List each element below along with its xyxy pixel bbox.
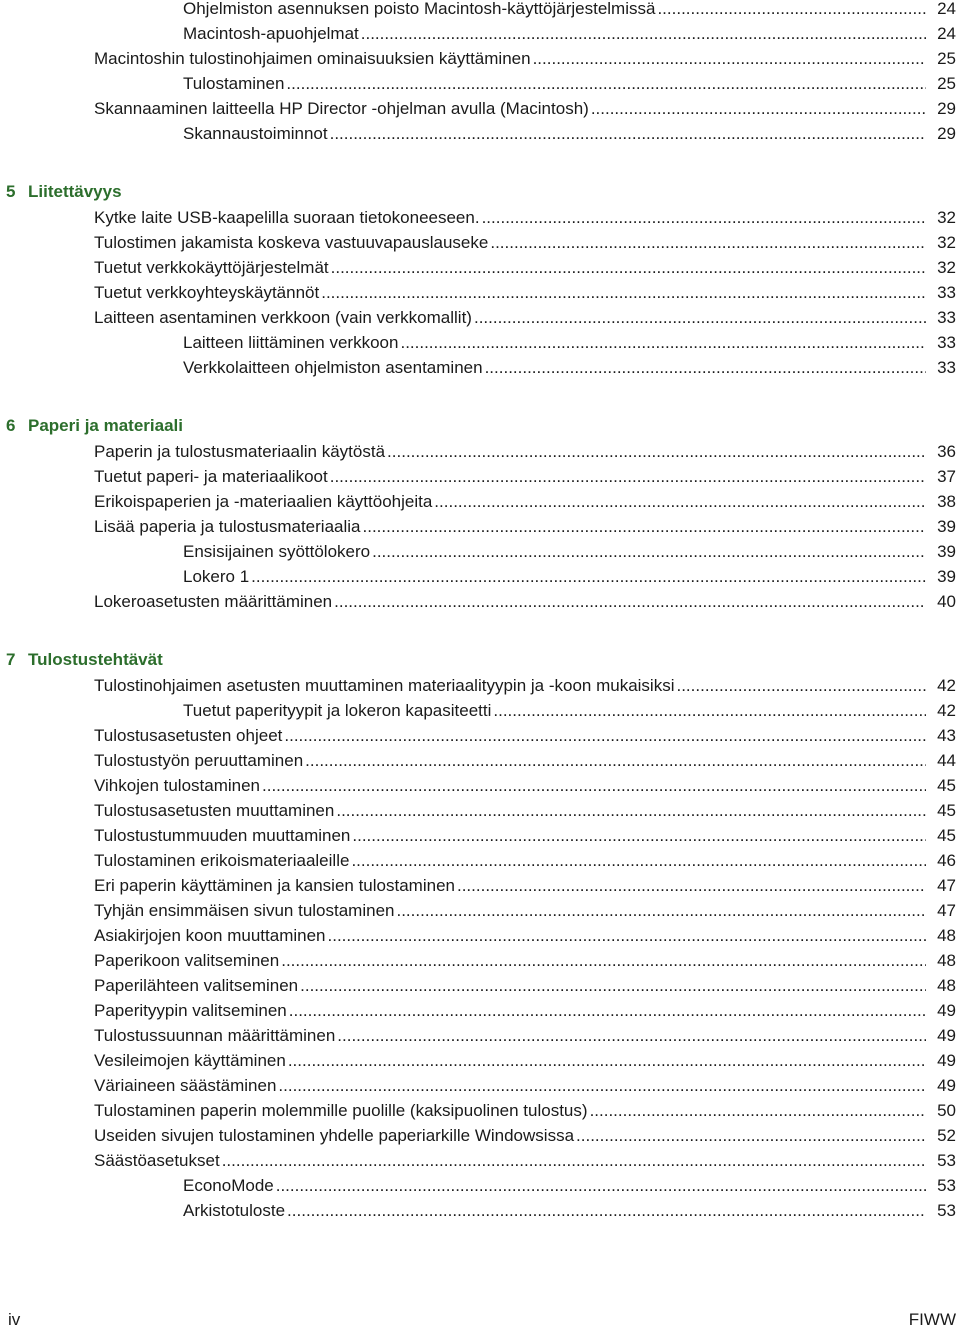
toc-entry[interactable] bbox=[94, 96, 960, 121]
dot-leader bbox=[457, 873, 926, 898]
toc-entry-page: 42 bbox=[937, 701, 956, 720]
toc-entry[interactable] bbox=[94, 1073, 960, 1098]
dot-leader bbox=[336, 798, 926, 823]
dot-leader bbox=[281, 948, 926, 973]
toc-entry-title: Verkkolaitteen ohjelmiston asentaminen bbox=[183, 358, 483, 377]
toc-entry[interactable] bbox=[183, 1173, 960, 1198]
toc-entry-page: 53 bbox=[937, 1201, 956, 1220]
toc-entry[interactable] bbox=[183, 698, 960, 723]
toc-entry-page: 39 bbox=[937, 542, 956, 561]
toc-entry-title: Skannaaminen laitteella HP Director -ohjelman avulla (Macintosh) bbox=[94, 99, 589, 118]
toc-entry-title: Macintoshin tulostinohjaimen ominaisuuksien käyttäminen bbox=[94, 49, 531, 68]
toc-entry[interactable] bbox=[94, 748, 960, 773]
toc-entry-page: 25 bbox=[937, 49, 956, 68]
toc-entry-title: Säästöasetukset bbox=[94, 1151, 220, 1170]
toc-entry-title: Kytke laite USB-kaapelilla suoraan tietokoneeseen. bbox=[94, 208, 480, 227]
toc-entry-title: Asiakirjojen koon muuttaminen bbox=[94, 926, 326, 945]
toc-entry[interactable] bbox=[183, 539, 960, 564]
dot-leader bbox=[262, 773, 926, 798]
dot-leader bbox=[400, 330, 926, 355]
document-code: FIWW bbox=[908, 1310, 956, 1329]
toc-entry-page: 33 bbox=[937, 308, 956, 327]
toc-entry-page: 42 bbox=[937, 676, 956, 695]
toc-entry-title: Lisää paperia ja tulostusmateriaalia bbox=[94, 517, 361, 536]
toc-entry-title: Tuetut verkkoyhteyskäytännöt bbox=[94, 283, 320, 302]
toc-entry-page: 49 bbox=[937, 1026, 956, 1045]
toc-entry[interactable] bbox=[94, 1148, 960, 1173]
toc-entry-page: 37 bbox=[937, 467, 956, 486]
toc-entry-page: 39 bbox=[937, 517, 956, 536]
toc-entry-title: Tuetut paperi- ja materiaalikoot bbox=[94, 467, 328, 486]
dot-leader bbox=[576, 1123, 926, 1148]
toc-entry-page: 24 bbox=[937, 24, 956, 43]
dot-leader bbox=[276, 1173, 926, 1198]
dot-leader bbox=[493, 698, 926, 723]
dot-leader bbox=[474, 305, 926, 330]
dot-leader bbox=[387, 439, 926, 464]
toc-entry-title: Paperityypin valitseminen bbox=[94, 1001, 287, 1020]
toc-entry[interactable] bbox=[183, 564, 960, 589]
toc-entry[interactable] bbox=[94, 1123, 960, 1148]
dot-leader bbox=[288, 1048, 926, 1073]
toc-entry-page: 32 bbox=[937, 233, 956, 252]
dot-leader bbox=[321, 280, 926, 305]
toc-entry[interactable] bbox=[94, 673, 960, 698]
toc-entry-page: 47 bbox=[937, 901, 956, 920]
dot-leader bbox=[289, 998, 926, 1023]
page-number: iv bbox=[8, 1310, 21, 1329]
toc-entry-title: Tyhjän ensimmäisen sivun tulostaminen bbox=[94, 901, 395, 920]
toc-entry-page: 33 bbox=[937, 358, 956, 377]
toc-entry-page: 46 bbox=[937, 851, 956, 870]
toc-entry-page: 45 bbox=[937, 776, 956, 795]
dot-leader bbox=[287, 1198, 926, 1223]
toc-entry[interactable] bbox=[94, 489, 960, 514]
dot-leader bbox=[372, 539, 926, 564]
dot-leader bbox=[337, 1023, 926, 1048]
toc-entry-title: Erikoispaperien ja -materiaalien käyttöohjeita bbox=[94, 492, 433, 511]
toc-entry[interactable] bbox=[94, 255, 960, 280]
toc-entry-page: 43 bbox=[937, 726, 956, 745]
toc-entry-page: 45 bbox=[937, 801, 956, 820]
toc-entry-title: Tuetut paperityypit ja lokeron kapasiteetti bbox=[183, 701, 492, 720]
dot-leader bbox=[300, 973, 926, 998]
chapter-number: 6 bbox=[6, 416, 16, 435]
toc-entry[interactable] bbox=[94, 923, 960, 948]
toc-entry[interactable] bbox=[94, 848, 960, 873]
chapter-heading[interactable] bbox=[6, 178, 122, 206]
toc-entry-page: 40 bbox=[937, 592, 956, 611]
toc-entry-title: Skannaustoiminnot bbox=[183, 124, 328, 143]
toc-entry-title: Tulostaminen paperin molemmille puolille (kaksipuolinen tulostus) bbox=[94, 1101, 588, 1120]
toc-entry[interactable] bbox=[94, 46, 960, 71]
toc-entry[interactable] bbox=[183, 0, 960, 21]
toc-entry-title: Tulostusasetusten muuttaminen bbox=[94, 801, 335, 820]
dot-leader bbox=[286, 71, 926, 96]
dot-leader bbox=[482, 205, 926, 230]
toc-entry-title: Lokero 1 bbox=[183, 567, 250, 586]
dot-leader bbox=[330, 464, 926, 489]
toc-entry[interactable] bbox=[94, 589, 960, 614]
toc-entry[interactable] bbox=[94, 1023, 960, 1048]
dot-leader bbox=[363, 514, 927, 539]
toc-entry-page: 48 bbox=[937, 926, 956, 945]
toc-entry-title: Ohjelmiston asennuksen poisto Macintosh-käyttöjärjestelmissä bbox=[183, 0, 656, 18]
dot-leader bbox=[331, 255, 926, 280]
toc-entry-page: 32 bbox=[937, 258, 956, 277]
toc-entry-page: 44 bbox=[937, 751, 956, 770]
toc-entry[interactable] bbox=[94, 280, 960, 305]
chapter-heading[interactable] bbox=[6, 412, 183, 440]
toc-entry[interactable] bbox=[183, 1198, 960, 1223]
toc-entry-title: Paperin ja tulostusmateriaalin käytöstä bbox=[94, 442, 386, 461]
dot-leader bbox=[278, 1073, 926, 1098]
toc-entry[interactable] bbox=[94, 823, 960, 848]
toc-entry[interactable] bbox=[94, 948, 960, 973]
toc-entry-page: 29 bbox=[937, 124, 956, 143]
dot-leader bbox=[396, 898, 926, 923]
toc-entry[interactable] bbox=[94, 723, 960, 748]
toc-entry-page: 49 bbox=[937, 1076, 956, 1095]
toc-entry-page: 39 bbox=[937, 567, 956, 586]
toc-entry-title: Ensisijainen syöttölokero bbox=[183, 542, 371, 561]
dot-leader bbox=[533, 46, 926, 71]
toc-entry[interactable] bbox=[183, 71, 960, 96]
toc-entry-page: 49 bbox=[937, 1001, 956, 1020]
toc-entry-page: 33 bbox=[937, 333, 956, 352]
toc-entry[interactable] bbox=[94, 973, 960, 998]
toc-entry[interactable] bbox=[94, 1048, 960, 1073]
toc-entry-title: Tulostustyön peruuttaminen bbox=[94, 751, 304, 770]
dot-leader bbox=[676, 673, 926, 698]
toc-entry-page: 32 bbox=[937, 208, 956, 227]
toc-entry[interactable] bbox=[94, 998, 960, 1023]
dot-leader bbox=[591, 96, 926, 121]
toc-entry[interactable] bbox=[94, 798, 960, 823]
toc-entry-page: 48 bbox=[937, 976, 956, 995]
toc-entry[interactable] bbox=[94, 1098, 960, 1123]
toc-entry-title: Laitteen liittäminen verkkoon bbox=[183, 333, 399, 352]
toc-entry-title: Tulostaminen bbox=[183, 74, 285, 93]
toc-entry-title: Tulostusasetusten ohjeet bbox=[94, 726, 283, 745]
toc-entry-title: Tuetut verkkokäyttöjärjestelmät bbox=[94, 258, 329, 277]
toc-entry-page: 47 bbox=[937, 876, 956, 895]
chapter-title: Paperi ja materiaali bbox=[28, 416, 183, 435]
toc-entry-title: Macintosh-apuohjelmat bbox=[183, 24, 359, 43]
chapter-heading[interactable] bbox=[6, 646, 163, 674]
toc-entry-page: 53 bbox=[937, 1176, 956, 1195]
toc-entry-title: Tulostinohjaimen asetusten muuttaminen materiaalityypin ja -koon mukaisiksi bbox=[94, 676, 675, 695]
toc-entry-page: 52 bbox=[937, 1126, 956, 1145]
dot-leader bbox=[334, 589, 926, 614]
chapter-number: 7 bbox=[6, 650, 16, 669]
toc-entry-page: 36 bbox=[937, 442, 956, 461]
toc-entry-title: Paperikoon valitseminen bbox=[94, 951, 280, 970]
dot-leader bbox=[361, 21, 926, 46]
chapter-number: 5 bbox=[6, 182, 16, 201]
toc-entry-title: Tulostimen jakamista koskeva vastuuvapauslauseke bbox=[94, 233, 489, 252]
dot-leader bbox=[305, 748, 926, 773]
toc-entry[interactable] bbox=[94, 464, 960, 489]
dot-leader bbox=[351, 848, 926, 873]
dot-leader bbox=[328, 923, 926, 948]
toc-entry-page: 33 bbox=[937, 283, 956, 302]
dot-leader bbox=[251, 564, 926, 589]
toc-entry-page: 48 bbox=[937, 951, 956, 970]
toc-entry-title: Tulostaminen erikoismateriaaleille bbox=[94, 851, 350, 870]
toc-entry-title: Tulostustummuuden muuttaminen bbox=[94, 826, 351, 845]
toc-entry-title: Lokeroasetusten määrittäminen bbox=[94, 592, 333, 611]
toc-entry[interactable] bbox=[94, 305, 960, 330]
dot-leader bbox=[434, 489, 926, 514]
toc-entry[interactable] bbox=[94, 514, 960, 539]
toc-entry-page: 24 bbox=[937, 0, 956, 18]
dot-leader bbox=[490, 230, 926, 255]
toc-entry-title: Paperilähteen valitseminen bbox=[94, 976, 299, 995]
toc-entry-title: EconoMode bbox=[183, 1176, 274, 1195]
chapter-title: Liitettävyys bbox=[28, 182, 122, 201]
dot-leader bbox=[590, 1098, 926, 1123]
toc-entry-page: 38 bbox=[937, 492, 956, 511]
dot-leader bbox=[485, 355, 926, 380]
toc-entry-title: Vesileimojen käyttäminen bbox=[94, 1051, 286, 1070]
toc-entry-title: Vihkojen tulostaminen bbox=[94, 776, 261, 795]
toc-entry[interactable] bbox=[94, 230, 960, 255]
toc-entry[interactable] bbox=[94, 773, 960, 798]
toc-entry[interactable] bbox=[94, 873, 960, 898]
dot-leader bbox=[657, 0, 926, 21]
toc-entry-title: Useiden sivujen tulostaminen yhdelle paperiarkille Windowsissa bbox=[94, 1126, 575, 1145]
toc-entry[interactable] bbox=[94, 898, 960, 923]
dot-leader bbox=[222, 1148, 926, 1173]
toc-entry[interactable] bbox=[183, 355, 960, 380]
dot-leader bbox=[330, 121, 926, 146]
toc-entry[interactable] bbox=[183, 330, 960, 355]
toc-entry-title: Laitteen asentaminen verkkoon (vain verkkomallit) bbox=[94, 308, 472, 327]
toc-entry-title: Tulostussuunnan määrittäminen bbox=[94, 1026, 336, 1045]
toc-entry-page: 50 bbox=[937, 1101, 956, 1120]
toc-entry[interactable] bbox=[94, 439, 960, 464]
chapter-title: Tulostustehtävät bbox=[28, 650, 163, 669]
toc-entry[interactable] bbox=[94, 205, 960, 230]
toc-entry-page: 25 bbox=[937, 74, 956, 93]
dot-leader bbox=[284, 723, 926, 748]
toc-entry-title: Eri paperin käyttäminen ja kansien tulostaminen bbox=[94, 876, 455, 895]
toc-entry-page: 45 bbox=[937, 826, 956, 845]
toc-entry-title: Arkistotuloste bbox=[183, 1201, 286, 1220]
toc-entry-page: 49 bbox=[937, 1051, 956, 1070]
dot-leader bbox=[352, 823, 926, 848]
toc-entry[interactable] bbox=[183, 121, 960, 146]
toc-entry-page: 53 bbox=[937, 1151, 956, 1170]
toc-entry[interactable] bbox=[183, 21, 960, 46]
toc-entry-title: Väriaineen säästäminen bbox=[94, 1076, 277, 1095]
toc-entry-page: 29 bbox=[937, 99, 956, 118]
